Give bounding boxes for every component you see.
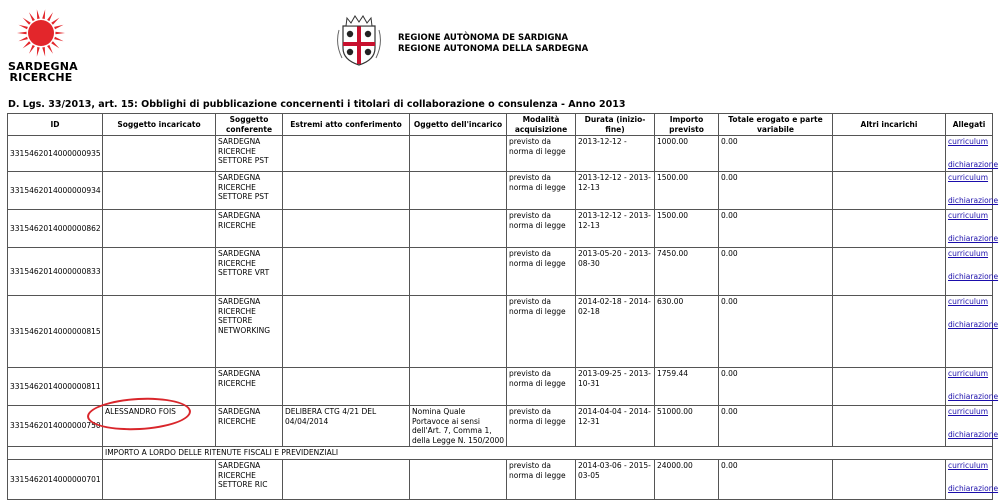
cell-estremi [283,248,410,296]
sun-ray [37,47,40,57]
cell-conferente: SARDEGNA RICERCHE SETTORE RIC [216,460,283,500]
cell-soggetto [103,296,216,368]
cell-altri [833,296,946,368]
table-note-row [8,447,993,460]
cell-soggetto [103,172,216,210]
cell-importo: 1500.00 [655,210,719,248]
cell-estremi [283,136,410,172]
sun-ray [47,12,53,21]
sun-ray [55,32,65,35]
cell-id: 3315462014000000833 [8,248,103,296]
cell-altri [833,406,946,447]
cell-oggetto [410,460,507,500]
cell-id: 3315462014000000815 [8,296,103,368]
cell-allegati [946,296,999,368]
cell-durata: 2014-02-18 - 2014-02-18 [576,296,655,368]
consultancy-table [7,113,999,500]
logo-line-1: SARDEGNA [8,60,78,73]
cell-oggetto [410,368,507,406]
cell-totale: 0.00 [719,460,833,500]
cell-soggetto [103,136,216,172]
cell-conferente: SARDEGNA RICERCHE SETTORE VRT [216,248,283,296]
cell-modalita: previsto da norma di legge [507,136,576,172]
column-header: Altri incarichi [833,114,946,136]
sun-ray [42,9,45,19]
dichiarazione-link[interactable]: dichiarazione [948,429,999,439]
sun-ray [54,37,63,42]
cell-importo: 24000.00 [655,460,719,500]
cell-modalita: previsto da norma di legge [507,296,576,368]
curriculum-link[interactable]: curriculum [948,173,989,182]
dichiarazione-link[interactable]: dichiarazione [948,159,999,169]
cell-importo: 630.00 [655,296,719,368]
cell-altri [833,172,946,210]
curriculum-link[interactable]: curriculum [948,461,989,470]
dichiarazione-link[interactable]: dichiarazione [948,195,999,205]
sun-ray [37,9,40,19]
logo-line-2: RICERCHE [9,71,73,84]
dichiarazione-link[interactable]: dichiarazione [948,271,999,281]
cell-modalita: previsto da norma di legge [507,406,576,447]
column-header: Oggetto dell'incarico [410,114,507,136]
region-crest-icon [333,12,385,68]
cell-soggetto [103,248,216,296]
cell-altri [833,460,946,500]
dichiarazione-link[interactable]: dichiarazione [948,319,999,329]
cell-conferente: SARDEGNA RICERCHE [216,210,283,248]
cell-oggetto [410,210,507,248]
curriculum-link[interactable]: curriculum [948,297,989,306]
cell-durata: 2013-12-12 - [576,136,655,172]
cell-estremi: DELIBERA CTG 4/21 DEL 04/04/2014 [283,406,410,447]
cell-totale: 0.00 [719,172,833,210]
withholding-note: IMPORTO A LORDO DELLE RITENUTE FISCALI E PREVIDENZIALI [103,447,993,460]
cell-altri [833,368,946,406]
column-header: Durata (inizio-fine) [576,114,655,136]
cell-oggetto [410,136,507,172]
column-header: Estremi atto conferimento [283,114,410,136]
dichiarazione-link[interactable]: dichiarazione [948,233,999,243]
cell-id: 3315462014000000811 [8,368,103,406]
sun-ray [18,37,27,42]
sun-ray [29,45,35,54]
cell-oggetto: Nomina Quale Portavoce ai sensi dell'Art. 7, Comma 1, della Legge N. 150/2000 [410,406,507,447]
cell-importo: 51000.00 [655,406,719,447]
cell-soggetto [103,210,216,248]
cell-id: 3315462014000000935 [8,136,103,172]
sun-ray [51,18,59,25]
cell-id: 3315462014000000934 [8,172,103,210]
sun-ray [18,25,27,30]
cell-totale: 0.00 [719,368,833,406]
column-header: Importo previsto [655,114,719,136]
cell-conferente: SARDEGNA RICERCHE SETTORE PST [216,136,283,172]
cell-soggetto: ALESSANDRO FOIS [103,406,216,447]
cell-id: 3315462014000000862 [8,210,103,248]
cell-allegati [946,406,999,447]
page-title: D. Lgs. 33/2013, art. 15: Obblighi di pubblicazione concernenti i titolari di collaborazione o consulenza - Anno 2013 [8,99,626,110]
cell-estremi [283,296,410,368]
cell-conferente: SARDEGNA RICERCHE [216,368,283,406]
cell-modalita: previsto da norma di legge [507,368,576,406]
column-header: Totale erogato e parte variabile [719,114,833,136]
sun-ray [29,12,35,21]
cell-conferente: SARDEGNA RICERCHE [216,406,283,447]
column-header: Soggetto incaricato [103,114,216,136]
cell-estremi [283,172,410,210]
cell-estremi [283,368,410,406]
sardegna-ricerche-logo [8,8,78,84]
cell-importo: 1500.00 [655,172,719,210]
cell-estremi [283,460,410,500]
cell-oggetto [410,248,507,296]
curriculum-link[interactable]: curriculum [948,211,989,220]
cell-durata: 2013-12-12 - 2013-12-13 [576,172,655,210]
cell-soggetto [103,460,216,500]
table-row [8,248,993,296]
cell-totale: 0.00 [719,296,833,368]
cell-allegati [946,136,999,172]
sun-ray [23,18,31,25]
sun-ray [17,32,27,35]
cell-totale: 0.00 [719,136,833,172]
cell-allegati [946,368,999,406]
column-header: Modalità acquisizione [507,114,576,136]
region-name [398,33,588,55]
column-header: Soggetto conferente [216,114,283,136]
cell-importo: 7450.00 [655,248,719,296]
cell-modalita: previsto da norma di legge [507,460,576,500]
curriculum-link[interactable]: curriculum [948,407,989,416]
cell-oggetto [410,172,507,210]
sun-ray [47,45,53,54]
cell-allegati [946,460,999,500]
cell-allegati [946,248,999,296]
table-row [8,136,993,172]
column-header: Allegati [946,114,993,136]
cell-durata: 2013-05-20 - 2013-08-30 [576,248,655,296]
cell-id: 3315462014000000750 [8,406,103,447]
cell-totale: 0.00 [719,406,833,447]
sun-ray [54,25,63,30]
cell-id: 3315462014000000701 [8,460,103,500]
cell-durata: 2013-09-25 - 2013-10-31 [576,368,655,406]
cell-altri [833,210,946,248]
table-row [8,172,993,210]
cell-modalita: previsto da norma di legge [507,248,576,296]
sun-ray [51,41,59,48]
cell-importo: 1759.44 [655,368,719,406]
cell-totale: 0.00 [719,210,833,248]
curriculum-link[interactable]: curriculum [948,137,989,146]
curriculum-link[interactable]: curriculum [948,369,989,378]
cell-oggetto [410,296,507,368]
table-header-row [8,114,993,136]
cell-allegati [946,210,999,248]
sun-ray [42,47,45,57]
cell-conferente: SARDEGNA RICERCHE SETTORE PST [216,172,283,210]
cell-estremi [283,210,410,248]
dichiarazione-link[interactable]: dichiarazione [948,391,999,401]
sun-ray [23,41,31,48]
cell-altri [833,248,946,296]
table-row [8,460,993,500]
dichiarazione-link[interactable]: dichiarazione [948,483,999,493]
cell-importo: 1000.00 [655,136,719,172]
cell-modalita: previsto da norma di legge [507,210,576,248]
table-row [8,296,993,368]
region-name-sardinian: REGIONE AUTÒNOMA DE SARDIGNA [398,33,569,43]
cell-durata: 2014-03-06 - 2015-03-05 [576,460,655,500]
cell-conferente: SARDEGNA RICERCHE SETTORE NETWORKING [216,296,283,368]
cell-altri [833,136,946,172]
region-name-italian: REGIONE AUTONOMA DELLA SARDEGNA [398,44,589,54]
curriculum-link[interactable]: curriculum [948,249,989,258]
cell-totale: 0.00 [719,248,833,296]
cell-durata: 2014-04-04 - 2014-12-31 [576,406,655,447]
cell-durata: 2013-12-12 - 2013-12-13 [576,210,655,248]
cell-modalita: previsto da norma di legge [507,172,576,210]
table-row [8,210,993,248]
cell-allegati [946,172,999,210]
column-header: ID [8,114,103,136]
sun-logo-icon [16,8,66,58]
